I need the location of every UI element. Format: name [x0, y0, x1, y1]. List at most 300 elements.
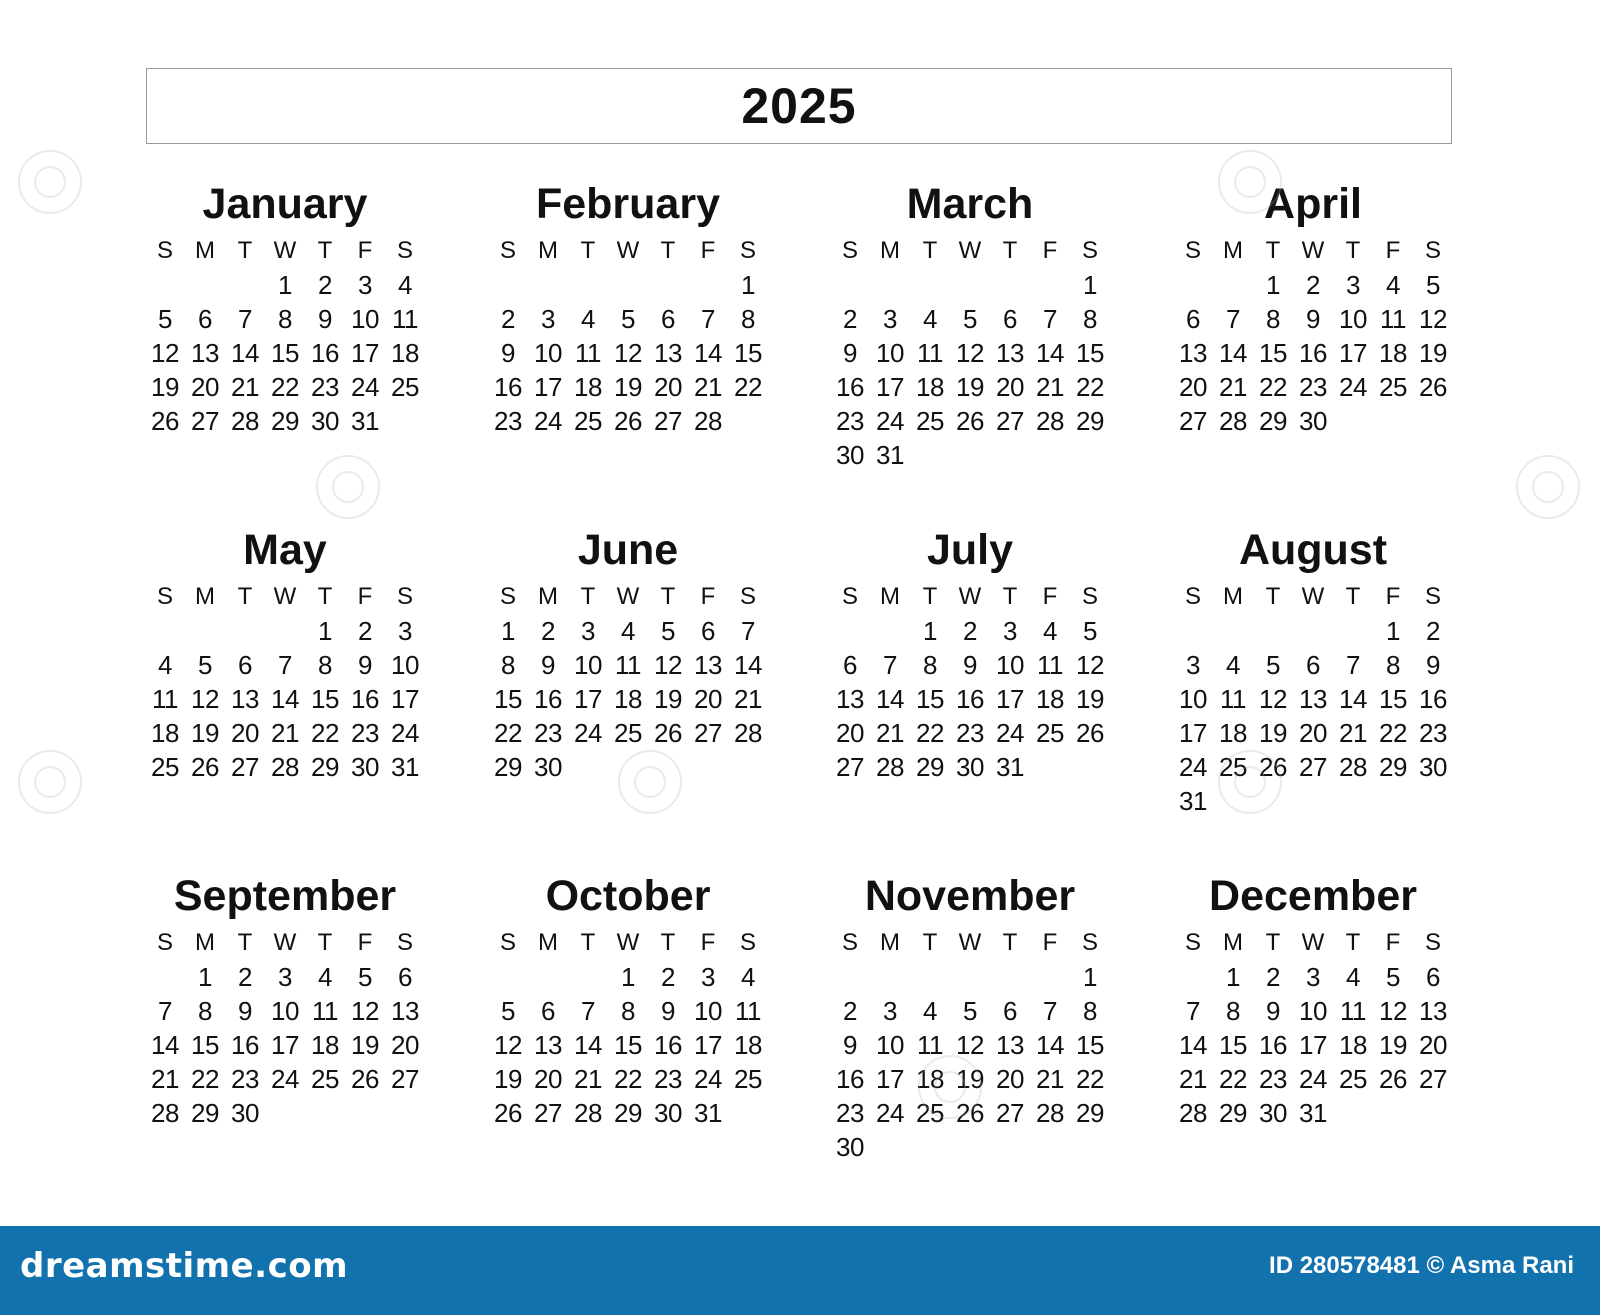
day-cell: 28 — [1179, 1098, 1207, 1128]
month-block-july — [820, 524, 1120, 784]
empty-cell — [528, 268, 568, 302]
weekday-label: W — [616, 929, 640, 956]
day-cell: 19 — [151, 372, 179, 402]
month-block-may — [135, 524, 435, 784]
day-cell: 2 — [1306, 270, 1320, 300]
month-block-november — [820, 870, 1120, 1164]
day-cell: 5 — [963, 304, 977, 334]
day-cell: 15 — [191, 1030, 219, 1060]
day-cell: 9 — [843, 1030, 857, 1060]
day-cell: 20 — [654, 372, 682, 402]
weekday-label: M — [195, 583, 215, 610]
day-cell: 25 — [1339, 1064, 1367, 1094]
weekday-label: T — [922, 237, 938, 264]
weekday-label: S — [396, 583, 413, 610]
weekday-label: S — [396, 237, 413, 264]
day-cell: 18 — [1339, 1030, 1367, 1060]
weekday-label: W — [616, 583, 640, 610]
day-cell: 26 — [1379, 1064, 1407, 1094]
day-cell: 11 — [917, 1030, 943, 1060]
day-cell: 24 — [876, 406, 904, 436]
weekday-label: F — [700, 583, 716, 610]
day-cell: 25 — [1379, 372, 1407, 402]
day-cell: 20 — [391, 1030, 419, 1060]
day-cell: 14 — [1036, 338, 1064, 368]
day-cell: 16 — [654, 1030, 682, 1060]
empty-cell — [225, 614, 265, 648]
weekday-label: M — [1223, 583, 1243, 610]
day-cell: 22 — [614, 1064, 642, 1094]
day-cell: 1 — [621, 962, 635, 992]
month-name: March — [906, 180, 1034, 228]
empty-cell — [870, 960, 910, 994]
weekday-label: S — [499, 929, 516, 956]
day-cell: 14 — [574, 1030, 602, 1060]
day-cell: 4 — [1386, 270, 1400, 300]
day-cell: 1 — [741, 270, 755, 300]
day-cell: 31 — [1179, 786, 1207, 816]
day-cell: 6 — [1003, 304, 1017, 334]
day-grid — [820, 234, 1120, 472]
day-cell: 3 — [1003, 616, 1017, 646]
day-cell: 12 — [654, 650, 682, 680]
day-cell: 29 — [1076, 1098, 1104, 1128]
day-cell: 16 — [956, 684, 984, 714]
weekday-label: T — [660, 929, 676, 956]
weekday-label: S — [739, 237, 756, 264]
day-cell: 28 — [734, 718, 762, 748]
day-cell: 18 — [574, 372, 602, 402]
day-cell: 9 — [1266, 996, 1280, 1026]
day-cell: 20 — [1299, 718, 1327, 748]
day-cell: 18 — [614, 684, 642, 714]
day-cell: 27 — [1419, 1064, 1447, 1094]
weekday-label: T — [660, 583, 676, 610]
empty-cell — [870, 268, 910, 302]
day-cell: 18 — [311, 1030, 339, 1060]
day-cell: 23 — [231, 1064, 259, 1094]
day-cell: 24 — [351, 372, 379, 402]
day-cell: 9 — [358, 650, 372, 680]
day-cell: 7 — [278, 650, 292, 680]
month-block-march — [820, 178, 1120, 472]
weekday-label: S — [1424, 929, 1441, 956]
empty-cell — [870, 614, 910, 648]
day-cell: 22 — [916, 718, 944, 748]
day-cell: 21 — [876, 718, 904, 748]
weekday-label: T — [1345, 583, 1361, 610]
weekday-label: T — [317, 929, 333, 956]
watermark-icon — [1218, 150, 1282, 214]
day-cell: 28 — [694, 406, 722, 436]
day-cell: 27 — [996, 1098, 1024, 1128]
day-cell: 12 — [151, 338, 179, 368]
day-cell: 15 — [614, 1030, 642, 1060]
day-cell: 26 — [351, 1064, 379, 1094]
day-cell: 18 — [734, 1030, 762, 1060]
weekday-label: W — [273, 237, 297, 264]
day-cell: 11 — [615, 650, 641, 680]
weekday-label: M — [538, 237, 558, 264]
empty-cell — [1173, 614, 1213, 648]
day-cell: 24 — [876, 1098, 904, 1128]
day-cell: 18 — [1219, 718, 1247, 748]
day-cell: 14 — [1219, 338, 1247, 368]
day-cell: 30 — [231, 1098, 259, 1128]
weekday-label: T — [237, 237, 253, 264]
day-cell: 25 — [1036, 718, 1064, 748]
day-cell: 29 — [916, 752, 944, 782]
day-cell: 3 — [1346, 270, 1360, 300]
month-name: June — [577, 526, 679, 574]
day-cell: 8 — [1266, 304, 1280, 334]
watermark-icon — [316, 455, 380, 519]
day-cell: 2 — [318, 270, 332, 300]
day-cell: 27 — [391, 1064, 419, 1094]
day-cell: 28 — [271, 752, 299, 782]
weekday-label: M — [1223, 929, 1243, 956]
day-cell: 1 — [198, 962, 212, 992]
empty-cell — [568, 268, 608, 302]
day-cell: 17 — [391, 684, 419, 714]
day-cell: 16 — [494, 372, 522, 402]
day-cell: 16 — [534, 684, 562, 714]
day-cell: 25 — [574, 406, 602, 436]
day-cell: 11 — [1220, 684, 1246, 714]
empty-cell — [1030, 960, 1070, 994]
month-block-december — [1163, 870, 1463, 1130]
empty-cell — [990, 960, 1030, 994]
day-cell: 3 — [1306, 962, 1320, 992]
day-cell: 7 — [158, 996, 172, 1026]
day-cell: 21 — [574, 1064, 602, 1094]
weekday-label: T — [580, 929, 596, 956]
weekday-label: T — [922, 929, 938, 956]
day-cell: 3 — [1186, 650, 1200, 680]
day-cell: 25 — [391, 372, 419, 402]
day-cell: 10 — [271, 996, 299, 1026]
day-cell: 3 — [398, 616, 412, 646]
empty-cell — [830, 614, 870, 648]
month-block-february — [478, 178, 778, 438]
day-cell: 13 — [231, 684, 259, 714]
day-cell: 23 — [836, 1098, 864, 1128]
day-cell: 22 — [734, 372, 762, 402]
empty-cell — [528, 960, 568, 994]
weekday-label: F — [700, 237, 716, 264]
day-cell: 19 — [956, 1064, 984, 1094]
month-name: August — [1238, 526, 1388, 574]
day-grid — [135, 234, 435, 438]
day-cell: 16 — [1259, 1030, 1287, 1060]
day-cell: 19 — [1076, 684, 1104, 714]
day-cell: 29 — [494, 752, 522, 782]
day-cell: 8 — [1083, 996, 1097, 1026]
day-cell: 10 — [876, 338, 904, 368]
day-cell: 4 — [923, 996, 937, 1026]
day-cell: 2 — [541, 616, 555, 646]
empty-cell — [488, 268, 528, 302]
day-cell: 22 — [191, 1064, 219, 1094]
day-cell: 25 — [734, 1064, 762, 1094]
day-cell: 5 — [1266, 650, 1280, 680]
day-cell: 20 — [1179, 372, 1207, 402]
empty-cell — [648, 268, 688, 302]
day-cell: 12 — [191, 684, 219, 714]
day-cell: 11 — [917, 338, 943, 368]
day-cell: 13 — [996, 338, 1024, 368]
month-name: January — [202, 180, 368, 228]
day-cell: 2 — [661, 962, 675, 992]
empty-cell — [265, 614, 305, 648]
day-cell: 27 — [654, 406, 682, 436]
day-cell: 23 — [1299, 372, 1327, 402]
day-cell: 4 — [158, 650, 172, 680]
watermark-icon — [618, 750, 682, 814]
day-cell: 24 — [694, 1064, 722, 1094]
day-cell: 15 — [1219, 1030, 1247, 1060]
day-cell: 12 — [1076, 650, 1104, 680]
weekday-label: S — [1424, 583, 1441, 610]
day-cell: 18 — [916, 372, 944, 402]
day-cell: 4 — [741, 962, 755, 992]
weekday-label: M — [538, 929, 558, 956]
day-cell: 28 — [574, 1098, 602, 1128]
day-cell: 9 — [541, 650, 555, 680]
day-cell: 9 — [1306, 304, 1320, 334]
empty-cell — [1333, 614, 1373, 648]
day-cell: 9 — [661, 996, 675, 1026]
day-cell: 31 — [694, 1098, 722, 1128]
day-cell: 22 — [1379, 718, 1407, 748]
day-cell: 5 — [621, 304, 635, 334]
empty-cell — [608, 268, 648, 302]
day-cell: 21 — [1219, 372, 1247, 402]
empty-cell — [1213, 614, 1253, 648]
day-cell: 11 — [575, 338, 601, 368]
empty-cell — [488, 960, 528, 994]
weekday-label: F — [1042, 929, 1058, 956]
day-cell: 8 — [278, 304, 292, 334]
weekday-label: T — [1345, 929, 1361, 956]
day-cell: 14 — [151, 1030, 179, 1060]
weekday-label: F — [1385, 237, 1401, 264]
day-cell: 3 — [883, 304, 897, 334]
weekday-label: M — [880, 583, 900, 610]
day-cell: 28 — [1036, 1098, 1064, 1128]
day-cell: 27 — [191, 406, 219, 436]
day-cell: 27 — [231, 752, 259, 782]
day-cell: 17 — [574, 684, 602, 714]
day-cell: 26 — [1259, 752, 1287, 782]
empty-cell — [185, 614, 225, 648]
day-cell: 5 — [198, 650, 212, 680]
day-cell: 11 — [1037, 650, 1063, 680]
day-cell: 1 — [1083, 270, 1097, 300]
weekday-label: F — [700, 929, 716, 956]
day-cell: 29 — [614, 1098, 642, 1128]
day-cell: 7 — [883, 650, 897, 680]
day-cell: 5 — [501, 996, 515, 1026]
weekday-label: T — [580, 583, 596, 610]
day-cell: 14 — [734, 650, 762, 680]
day-cell: 29 — [1219, 1098, 1247, 1128]
day-cell: 23 — [654, 1064, 682, 1094]
day-cell: 15 — [1259, 338, 1287, 368]
day-cell: 19 — [654, 684, 682, 714]
day-cell: 4 — [1226, 650, 1240, 680]
day-cell: 1 — [278, 270, 292, 300]
empty-cell — [145, 960, 185, 994]
day-cell: 28 — [1219, 406, 1247, 436]
day-cell: 30 — [1259, 1098, 1287, 1128]
day-cell: 12 — [351, 996, 379, 1026]
weekday-label: T — [317, 237, 333, 264]
day-cell: 27 — [534, 1098, 562, 1128]
year-header — [146, 68, 1452, 144]
day-cell: 21 — [1036, 372, 1064, 402]
day-cell: 26 — [1076, 718, 1104, 748]
weekday-label: M — [1223, 237, 1243, 264]
day-cell: 13 — [1179, 338, 1207, 368]
footer-bar — [0, 1226, 1600, 1315]
weekday-label: S — [739, 583, 756, 610]
day-cell: 8 — [621, 996, 635, 1026]
day-cell: 17 — [351, 338, 379, 368]
weekday-label: S — [156, 929, 173, 956]
day-cell: 30 — [1419, 752, 1447, 782]
day-cell: 2 — [501, 304, 515, 334]
day-cell: 21 — [1036, 1064, 1064, 1094]
weekday-label: S — [1424, 237, 1441, 264]
day-cell: 17 — [876, 372, 904, 402]
day-cell: 6 — [701, 616, 715, 646]
day-cell: 13 — [1419, 996, 1447, 1026]
day-cell: 14 — [876, 684, 904, 714]
day-cell: 20 — [836, 718, 864, 748]
empty-cell — [910, 960, 950, 994]
day-cell: 24 — [1179, 752, 1207, 782]
day-cell: 24 — [534, 406, 562, 436]
day-cell: 3 — [278, 962, 292, 992]
day-cell: 7 — [1043, 304, 1057, 334]
weekday-label: F — [1042, 583, 1058, 610]
weekday-label: M — [538, 583, 558, 610]
month-block-august — [1163, 524, 1463, 818]
day-cell: 21 — [271, 718, 299, 748]
day-cell: 7 — [1043, 996, 1057, 1026]
weekday-label: T — [922, 583, 938, 610]
month-name: May — [243, 526, 327, 574]
weekday-label: M — [880, 237, 900, 264]
day-cell: 13 — [1299, 684, 1327, 714]
day-cell: 10 — [1299, 996, 1327, 1026]
weekday-label: S — [1184, 583, 1201, 610]
day-cell: 10 — [534, 338, 562, 368]
day-cell: 15 — [916, 684, 944, 714]
day-cell: 31 — [391, 752, 419, 782]
day-cell: 1 — [318, 616, 332, 646]
day-cell: 15 — [1076, 1030, 1104, 1060]
day-cell: 9 — [501, 338, 515, 368]
empty-cell — [1173, 960, 1213, 994]
day-cell: 15 — [271, 338, 299, 368]
weekday-label: S — [499, 583, 516, 610]
day-cell: 17 — [694, 1030, 722, 1060]
day-cell: 14 — [271, 684, 299, 714]
day-grid — [478, 926, 778, 1130]
day-cell: 18 — [151, 718, 179, 748]
day-cell: 6 — [198, 304, 212, 334]
day-cell: 31 — [996, 752, 1024, 782]
day-cell: 15 — [311, 684, 339, 714]
day-cell: 19 — [1259, 718, 1287, 748]
day-cell: 6 — [1186, 304, 1200, 334]
weekday-label: S — [1081, 237, 1098, 264]
weekday-label: T — [1265, 929, 1281, 956]
watermark-icon — [918, 1055, 982, 1119]
day-cell: 21 — [1339, 718, 1367, 748]
weekday-label: S — [396, 929, 413, 956]
day-cell: 7 — [1186, 996, 1200, 1026]
weekday-label: M — [880, 929, 900, 956]
weekday-label: S — [1081, 583, 1098, 610]
day-cell: 8 — [501, 650, 515, 680]
day-cell: 13 — [694, 650, 722, 680]
empty-cell — [568, 960, 608, 994]
day-cell: 19 — [1379, 1030, 1407, 1060]
weekday-label: W — [958, 237, 982, 264]
day-cell: 4 — [1043, 616, 1057, 646]
watermark-icon — [18, 150, 82, 214]
weekday-label: T — [580, 237, 596, 264]
day-cell: 16 — [351, 684, 379, 714]
day-cell: 17 — [271, 1030, 299, 1060]
weekday-label: F — [357, 929, 373, 956]
day-cell: 6 — [398, 962, 412, 992]
day-cell: 2 — [843, 996, 857, 1026]
day-cell: 12 — [1379, 996, 1407, 1026]
day-cell: 4 — [398, 270, 412, 300]
weekday-label: W — [616, 237, 640, 264]
weekday-label: S — [156, 583, 173, 610]
day-cell: 21 — [1179, 1064, 1207, 1094]
weekday-label: W — [958, 929, 982, 956]
day-cell: 30 — [836, 440, 864, 470]
empty-cell — [990, 268, 1030, 302]
day-cell: 3 — [883, 996, 897, 1026]
day-cell: 9 — [318, 304, 332, 334]
day-cell: 27 — [996, 406, 1024, 436]
image-credit: ID 280578481 © Asma Rani — [1269, 1252, 1574, 1279]
day-cell: 26 — [1419, 372, 1447, 402]
day-cell: 16 — [836, 372, 864, 402]
day-cell: 14 — [1036, 1030, 1064, 1060]
day-cell: 10 — [694, 996, 722, 1026]
day-cell: 15 — [494, 684, 522, 714]
day-cell: 5 — [963, 996, 977, 1026]
day-cell: 6 — [1306, 650, 1320, 680]
day-cell: 5 — [1426, 270, 1440, 300]
empty-cell — [1253, 614, 1293, 648]
day-cell: 31 — [351, 406, 379, 436]
day-cell: 4 — [621, 616, 635, 646]
day-cell: 27 — [1299, 752, 1327, 782]
day-cell: 22 — [1076, 372, 1104, 402]
weekday-label: W — [273, 929, 297, 956]
day-cell: 21 — [231, 372, 259, 402]
day-cell: 16 — [231, 1030, 259, 1060]
